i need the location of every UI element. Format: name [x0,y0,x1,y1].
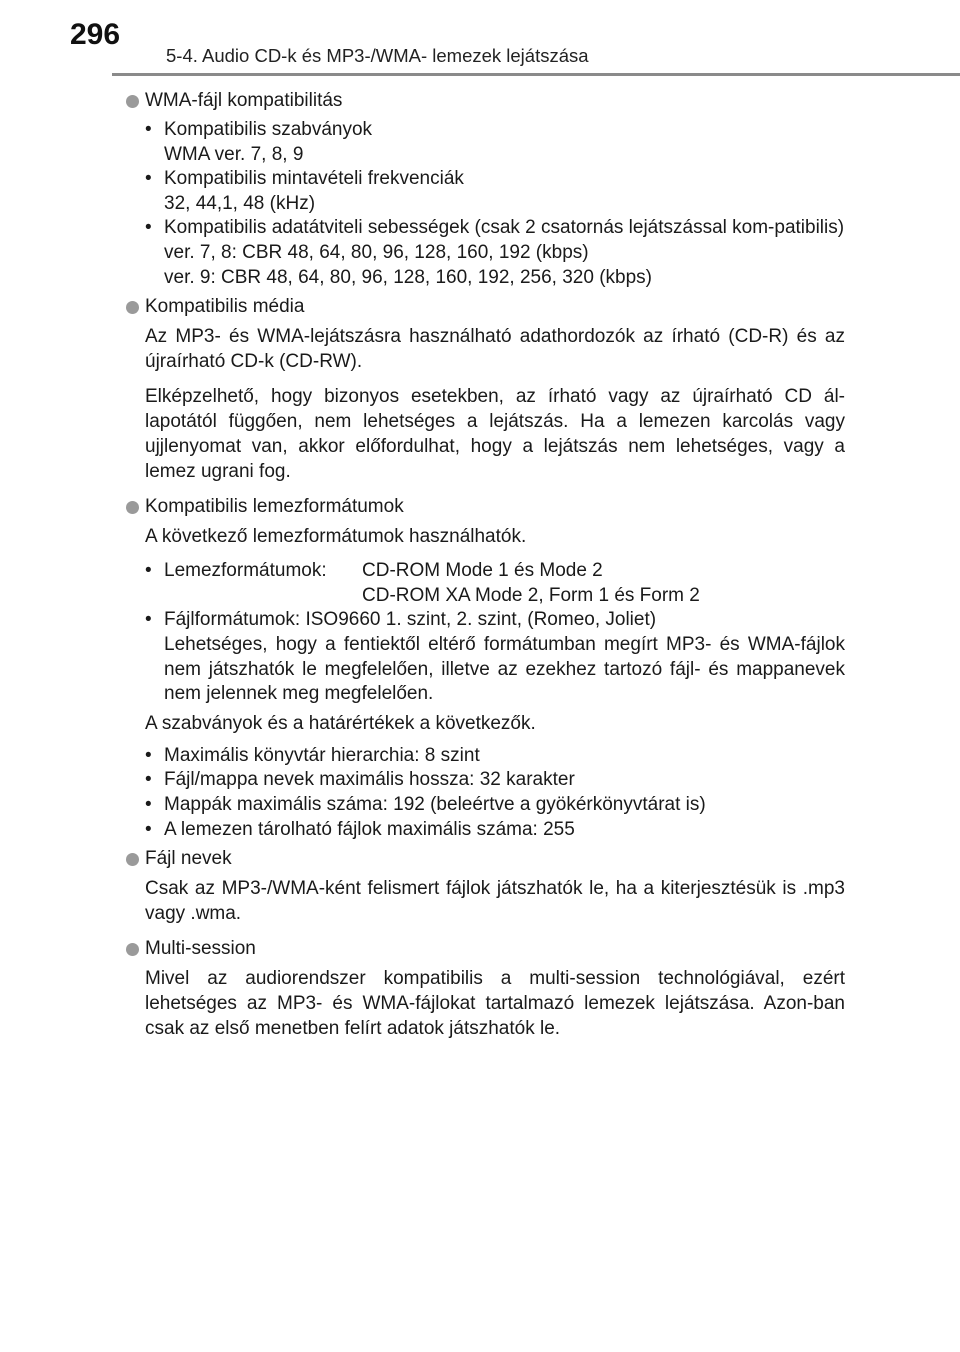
list-item-text: Maximális könyvtár hierarchia: 8 szint [164,744,480,766]
paragraph: A következő lemezformátumok használhatók. [145,526,527,548]
bullet-dot-icon [126,501,139,514]
bullet-icon: • [145,609,152,631]
page-header [0,0,960,80]
section-heading-text: Fájl nevek [145,848,232,870]
bullet-icon: • [145,119,152,140]
bullet-list [0,559,960,707]
section-heading [0,936,960,962]
section-heading-text: Multi-session [145,938,256,960]
list-item-label: Kompatibilis mintavételi frekvenciák [164,168,464,190]
disc-format-row [164,559,845,608]
list-item-label: Kompatibilis szabványok [164,119,373,140]
section-heading-text: Kompatibilis média [145,296,305,318]
list-item-detail: 32, 44,1, 48 (kHz) [164,192,316,214]
list-item [0,167,960,216]
list-item-detail: ver. 7, 8: CBR 48, 64, 80, 96, 128, 160, 192 (kbps) [164,241,589,263]
bullet-dot-icon [126,95,139,108]
disc-format-value: CD-ROM Mode 1 és Mode 2 [362,560,603,582]
bullet-dot-icon [126,943,139,956]
list-item-detail: ver. 9: CBR 48, 64, 80, 96, 128, 160, 192, 256, 320 (kbps) [164,266,652,288]
bullet-icon: • [145,168,152,190]
bullet-dot-icon [126,301,139,314]
bullet-icon: • [145,818,152,840]
paragraph: Az MP3- és WMA-lejátszásra használható adathordozók az írható (CD-R) és az újraírható CD-k (CD-RW). [145,326,845,373]
section-heading-text: Kompatibilis lemezformátumok [145,496,404,518]
bullet-icon: • [145,560,152,582]
list-item-label: Kompatibilis adatátviteli sebességek (csak 2 csatornás lejátszással kom-patibilis) [164,217,845,239]
list-item-text: A lemezen tárolható fájlok maximális száma: 255 [164,818,575,840]
section-multisession [0,936,960,1041]
list-item [0,216,960,290]
paragraph: Elképzelhető, hogy bizonyos esetekben, az írható vagy az újraírható CD ál-lapotától függően, nem lehetséges a lejátszás. Ha a lemezen karcolás vagy ujjlenyomat van, akkor előfordulhat, hogy a lejátszás nem lehetséges, vagy a lemez ugrani fog. [145,386,845,483]
bullet-icon: • [145,769,152,791]
list-item [0,608,960,706]
section-media [0,294,960,484]
list-item-text: Mappák maximális száma: 192 (beleértve a gyökérkönyvtárat is) [164,793,706,815]
section-heading [0,494,960,520]
list-item [0,768,960,793]
section-formats [0,494,960,842]
section-heading [0,846,960,872]
section-heading-text: WMA-fájl kompatibilitás [145,90,343,111]
list-item [0,118,960,167]
disc-format-values [362,559,845,608]
list-item [0,818,960,843]
header-divider [112,73,960,76]
bullet-icon: • [145,744,152,766]
page-content [0,88,960,1051]
paragraph: A szabványok és a határértékek a következők. [145,712,536,734]
disc-format-value: CD-ROM XA Mode 2, Form 1 és Form 2 [362,584,700,606]
list-item-text: Fájl/mappa nevek maximális hossza: 32 karakter [164,769,575,791]
bullet-dot-icon [126,853,139,866]
list-item [0,559,960,608]
list-item [0,744,960,769]
file-format-text: Fájlformátumok: ISO9660 1. szint, 2. szint, (Romeo, Joliet) [164,609,657,631]
list-item [0,793,960,818]
bullet-icon: • [145,217,152,239]
disc-format-label: Lemezformátumok: [164,560,327,582]
file-format-note: Lehetséges, hogy a fentiektől eltérő formátumban megírt MP3- és WMA-fájlok nem játszhatók le megfelelően, illetve az ezekhez tartozó fájl- és mappanevek nem jelennek meg megfelelően. [164,633,845,705]
paragraph: Csak az MP3-/WMA-ként felismert fájlok játszhatók le, ha a kiterjesztésük is .mp3 vagy .wma. [145,878,845,925]
section-heading [0,88,960,114]
section-wma [0,88,960,290]
list-item-detail: WMA ver. 7, 8, 9 [164,143,304,165]
bullet-icon: • [145,793,152,815]
section-heading [0,294,960,320]
bullet-list [0,118,960,290]
paragraph: Mivel az audiorendszer kompatibilis a multi-session technológiával, ezért lehetséges az MP3- és WMA-fájlokat tartalmazó lemezek lejátszása. Azon-ban csak az első menetben felírt adatok játszhatók le. [145,968,845,1040]
chapter-title: 5-4. Audio CD-k és MP3-/WMA- lemezek lejátszása [166,45,589,66]
bullet-list [0,744,960,842]
section-filenames [0,846,960,926]
page-number: 296 [70,18,121,51]
